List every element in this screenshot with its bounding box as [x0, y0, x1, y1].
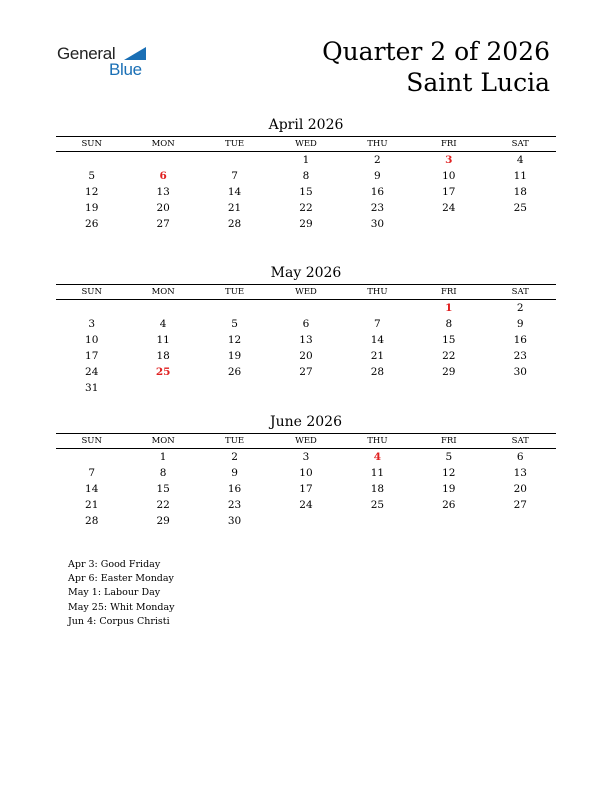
- holiday-item: May 25: Whit Monday: [68, 601, 175, 613]
- holiday-list: [68, 558, 175, 629]
- day-cell: 23: [370, 202, 385, 214]
- month-title: June 2026: [269, 414, 342, 430]
- empty-day-cell: [127, 380, 198, 396]
- empty-day-cell: [485, 513, 556, 529]
- day-cell: 21: [227, 202, 242, 214]
- day-cell: 8: [302, 170, 310, 182]
- holiday-item: Jun 4: Corpus Christi: [68, 615, 170, 627]
- day-cell: 26: [85, 218, 99, 230]
- day-cell: 7: [374, 318, 381, 330]
- day-cell: 1: [159, 451, 167, 463]
- week-row: [56, 168, 556, 184]
- empty-day-cell: [485, 380, 556, 396]
- day-cell: 24: [442, 202, 456, 214]
- day-cell: 11: [156, 334, 170, 346]
- empty-day-cell: [127, 152, 198, 169]
- day-cell: 20: [299, 350, 313, 362]
- empty-day-cell: [413, 216, 484, 232]
- weekday-header: FRI: [413, 137, 484, 152]
- weekday-header: SUN: [56, 434, 127, 449]
- day-cell: 28: [227, 218, 242, 230]
- day-cell: 25: [370, 499, 385, 511]
- page-title: Quarter 2 of 2026: [322, 37, 550, 66]
- day-cell: 31: [85, 382, 99, 394]
- empty-day-cell: [342, 513, 413, 529]
- day-cell: 23: [513, 350, 527, 362]
- day-cell: 3: [302, 451, 310, 463]
- logo-blue-text: Blue: [109, 60, 142, 79]
- day-cell: 22: [156, 499, 170, 511]
- holiday-item: Apr 6: Easter Monday: [68, 573, 174, 585]
- week-row: [56, 497, 556, 513]
- empty-day-cell: [199, 380, 270, 396]
- week-row: [56, 316, 556, 332]
- weekday-header: FRI: [413, 434, 484, 449]
- day-cell: 19: [85, 202, 99, 214]
- week-row: [56, 200, 556, 216]
- week-row: [56, 364, 556, 380]
- weekday-header: THU: [342, 434, 413, 449]
- weekday-header: SUN: [56, 137, 127, 152]
- week-row: [56, 184, 556, 200]
- day-cell: 17: [442, 186, 456, 198]
- month-calendar: [56, 284, 556, 396]
- weekday-header: THU: [342, 137, 413, 152]
- day-cell: 24: [85, 366, 99, 378]
- day-cell: 23: [227, 499, 242, 511]
- logo-triangle-icon: [124, 47, 146, 60]
- day-cell: 10: [299, 467, 313, 479]
- day-cell: 10: [442, 170, 456, 182]
- day-cell: 18: [156, 350, 170, 362]
- day-cell: 20: [156, 202, 170, 214]
- day-cell: 10: [85, 334, 99, 346]
- weekday-header: MON: [127, 137, 198, 152]
- logo-general-text: General: [57, 44, 116, 63]
- empty-day-cell: [270, 300, 341, 317]
- day-cell: 25: [155, 366, 171, 378]
- day-cell: 8: [159, 467, 167, 479]
- day-cell: 12: [227, 334, 242, 346]
- weekday-header: MON: [127, 434, 198, 449]
- month-calendar: [56, 433, 556, 529]
- day-cell: 2: [374, 154, 381, 166]
- month-title: May 2026: [270, 265, 342, 281]
- day-cell: 5: [445, 451, 453, 463]
- day-cell: 13: [156, 186, 170, 198]
- holiday-item: May 1: Labour Day: [68, 587, 161, 599]
- day-cell: 28: [370, 366, 385, 378]
- week-row: [56, 216, 556, 232]
- day-cell: 4: [159, 318, 167, 330]
- day-cell: 18: [370, 483, 385, 495]
- month-title: April 2026: [268, 117, 344, 133]
- day-cell: 30: [513, 366, 527, 378]
- day-cell: 8: [445, 318, 453, 330]
- empty-day-cell: [56, 152, 127, 169]
- day-cell: 13: [299, 334, 313, 346]
- generalblue-logo: [57, 44, 157, 84]
- holiday-item: Apr 3: Good Friday: [68, 559, 161, 570]
- week-row: [56, 348, 556, 364]
- weekday-header: FRI: [413, 285, 484, 300]
- day-cell: 29: [442, 366, 456, 378]
- day-cell: 17: [299, 483, 313, 495]
- day-cell: 4: [516, 154, 524, 166]
- day-cell: 12: [85, 186, 99, 198]
- day-cell: 16: [370, 186, 385, 198]
- day-cell: 3: [88, 318, 96, 330]
- day-cell: 3: [445, 154, 453, 166]
- empty-day-cell: [270, 513, 341, 529]
- day-cell: 22: [442, 350, 456, 362]
- day-cell: 20: [513, 483, 527, 495]
- day-cell: 11: [370, 467, 385, 479]
- weekday-header: WED: [270, 137, 341, 152]
- day-cell: 1: [302, 154, 310, 166]
- weekday-header: SUN: [56, 285, 127, 300]
- empty-day-cell: [342, 300, 413, 317]
- month-calendar: [56, 136, 556, 232]
- empty-day-cell: [485, 216, 556, 232]
- day-cell: 15: [299, 186, 313, 198]
- day-cell: 29: [156, 515, 170, 527]
- weekday-header: TUE: [199, 285, 270, 300]
- weekday-header: THU: [342, 285, 413, 300]
- day-cell: 5: [231, 318, 238, 330]
- day-cell: 19: [442, 483, 456, 495]
- week-row: [56, 152, 556, 169]
- day-cell: 21: [85, 499, 99, 511]
- weekday-header: TUE: [199, 137, 270, 152]
- week-row: [56, 513, 556, 529]
- day-cell: 14: [85, 483, 99, 495]
- day-cell: 15: [442, 334, 456, 346]
- week-row: [56, 332, 556, 348]
- month-april: [56, 116, 556, 232]
- page-title-block: [322, 36, 550, 98]
- day-cell: 29: [299, 218, 313, 230]
- empty-day-cell: [56, 300, 127, 317]
- empty-day-cell: [413, 380, 484, 396]
- day-cell: 13: [513, 467, 527, 479]
- day-cell: 16: [227, 483, 242, 495]
- day-cell: 30: [370, 218, 385, 230]
- empty-day-cell: [199, 300, 270, 317]
- day-cell: 16: [513, 334, 527, 346]
- day-cell: 30: [227, 515, 242, 527]
- empty-day-cell: [127, 300, 198, 317]
- day-cell: 4: [373, 451, 382, 463]
- weekday-header: SAT: [485, 285, 556, 300]
- day-cell: 9: [374, 170, 381, 182]
- day-cell: 28: [85, 515, 99, 527]
- day-cell: 2: [516, 302, 524, 314]
- day-cell: 9: [231, 467, 238, 479]
- week-row: [56, 481, 556, 497]
- day-cell: 6: [159, 170, 167, 182]
- day-cell: 24: [299, 499, 313, 511]
- day-cell: 14: [227, 186, 242, 198]
- day-cell: 6: [516, 451, 524, 463]
- day-cell: 17: [85, 350, 99, 362]
- day-cell: 5: [88, 170, 96, 182]
- empty-day-cell: [342, 380, 413, 396]
- day-cell: 22: [299, 202, 313, 214]
- day-cell: 26: [227, 366, 242, 378]
- day-cell: 26: [442, 499, 456, 511]
- weekday-header: WED: [270, 434, 341, 449]
- day-cell: 7: [231, 170, 238, 182]
- weekday-header: SAT: [485, 434, 556, 449]
- empty-day-cell: [56, 449, 127, 466]
- day-cell: 21: [370, 350, 385, 362]
- day-cell: 14: [370, 334, 385, 346]
- weekday-header: TUE: [199, 434, 270, 449]
- empty-day-cell: [413, 513, 484, 529]
- week-row: [56, 449, 556, 466]
- weekday-header: SAT: [485, 137, 556, 152]
- day-cell: 6: [302, 318, 310, 330]
- day-cell: 9: [516, 318, 524, 330]
- week-row: [56, 380, 556, 396]
- empty-day-cell: [199, 152, 270, 169]
- day-cell: 2: [231, 451, 238, 463]
- country-name: Saint Lucia: [406, 68, 550, 97]
- weekday-header: WED: [270, 285, 341, 300]
- day-cell: 27: [299, 366, 313, 378]
- day-cell: 1: [445, 302, 453, 314]
- day-cell: 15: [156, 483, 170, 495]
- day-cell: 18: [513, 186, 527, 198]
- day-cell: 12: [442, 467, 456, 479]
- day-cell: 7: [88, 467, 96, 479]
- empty-day-cell: [270, 380, 341, 396]
- day-cell: 25: [513, 202, 527, 214]
- day-cell: 11: [513, 170, 527, 182]
- week-row: [56, 300, 556, 317]
- day-cell: 27: [156, 218, 170, 230]
- day-cell: 19: [227, 350, 242, 362]
- month-may: [56, 264, 556, 396]
- day-cell: 27: [513, 499, 527, 511]
- month-june: [56, 413, 556, 529]
- weekday-header: MON: [127, 285, 198, 300]
- week-row: [56, 465, 556, 481]
